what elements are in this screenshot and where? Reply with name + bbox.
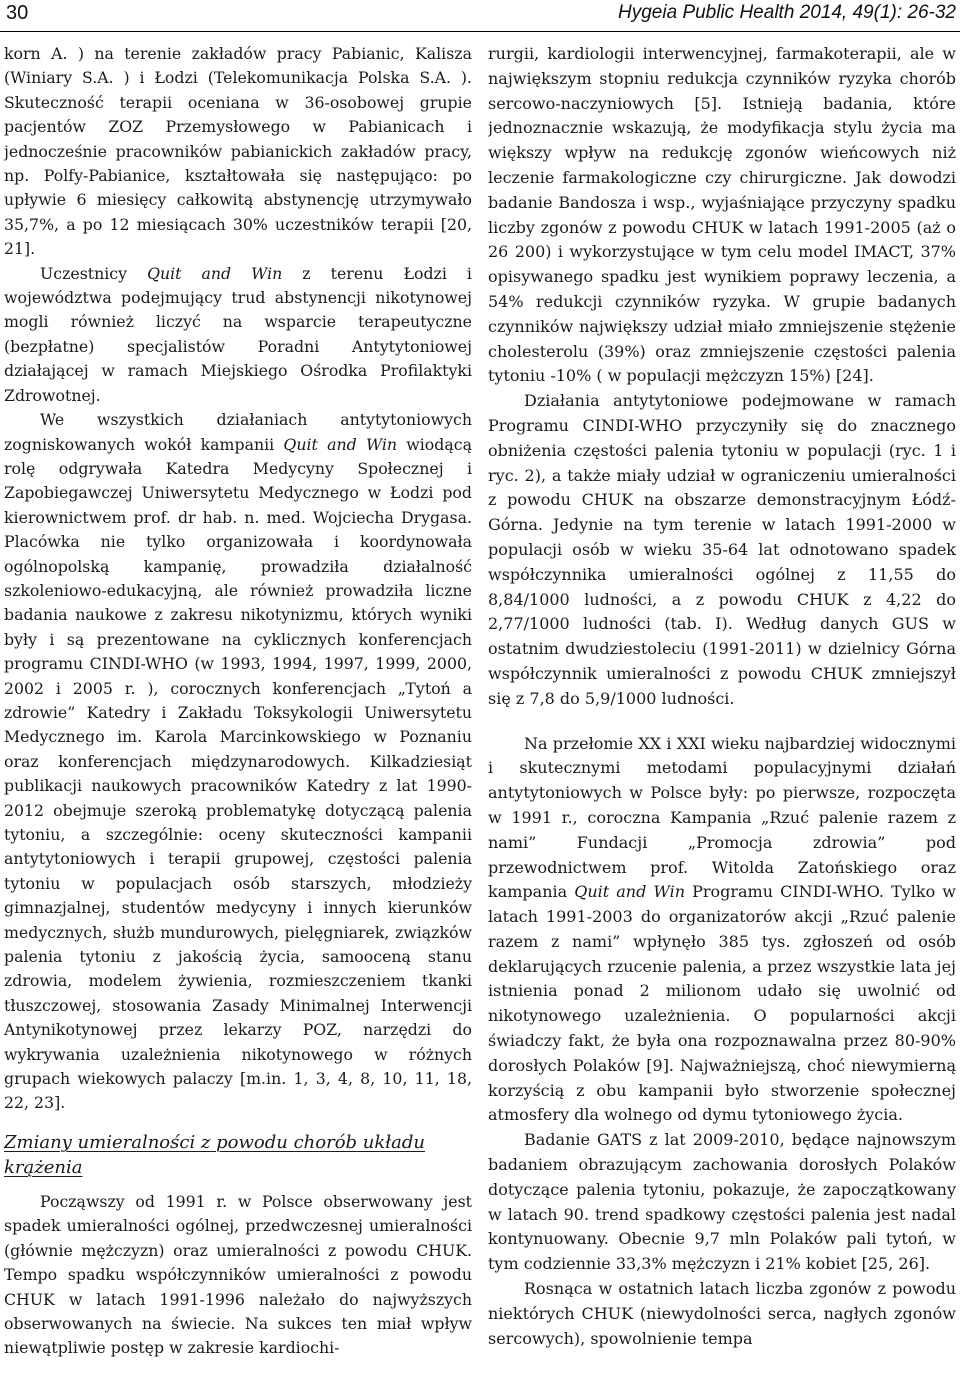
page-number: 30 [6, 2, 29, 24]
paragraph: rurgii, kardiologii interwencyjnej, farmakoterapii, ale w największym stopniu redukcja czynników ryzyka chorób sercowo-naczyniowych [5]. Istnieją badania, które jednoznacznie wskazują, że modyfikacja stylu życia ma większy wpływ na redukcję zgonów wieńcowych niż leczenie farmakologiczne czy chirurgiczne. Jak dowodzi badanie Bandosza i wsp., wyjaśniające przyczyny spadku liczby zgonów z powodu CHUK w latach 1991-2005 (aż o 26 200) i wykorzystujące w tym celu model IMACT, 37% opisywanego spadku jest wynikiem poprawy leczenia, a 54% redukcji czynników ryzyka. W grupie badanych czynników największy udział miało zmniejszenie stężenie cholesterolu (39%) oraz zmniejszenie częstości palenia tytoniu -10% ( w populacji mężczyzn 15%) [24]. [488, 44, 956, 386]
right-column [488, 42, 956, 1393]
page-header [0, 0, 960, 32]
paragraph: Badanie GATS z lat 2009-2010, będące najnowszym badaniem obrazującym zachowania dorosłych Polaków dotyczące palenia tytoniu, pokazuje, że zapoczątkowany w latach 90. trend spadkowy częstości palenia jest nadal kontynuowany. Obecnie 9,7 mln Polaków pali tytoń, w tym codziennie 33,3% mężczyzn i 21% kobiet [25, 26]. [488, 1130, 956, 1274]
section-heading: Zmiany umieralności z powodu chorób układu krążenia [4, 1131, 425, 1178]
left-column [4, 42, 472, 1393]
paragraph: Uczestnicy Quit and Win z terenu Łodzi i województwa podejmujący trud abstynencji nikotynowej mogli również liczyć na wsparcie terapeutyczne (bezpłatne) specjalistów Poradni Antytytoniowej działającej w ramach Miejskiego Ośrodka Profilaktyki Zdrowotnej. [4, 263, 472, 405]
paragraph: Działania antytytoniowe podejmowane w ramach Programu CINDI-WHO przyczyniły się do znacznego obniżenia częstości palenia tytoniu w populacji (ryc. 1 i ryc. 2), a także miały udział w ograniczeniu umieralności z powodu CHUK na obszarze demonstracyjnym Łódź-Górna. Jedynie na tym terenie w latach 1991-2000 w populacji osób w wieku 35-64 lat odnotowano spadek współczynnika umieralności ogólnej z 11,55 do 8,84/1000 ludności, a z powodu CHUK z 4,22 do 2,77/1000 ludności (tab. I). Według danych GUS w ostatnim dwudziestoleciu (1991-2011) w dzielnicy Górna współczynnik umieralności z powodu CHUK zmniejszył się z 7,8 do 5,9/1000 ludności. [488, 391, 956, 708]
paragraph: We wszystkich działaniach antytytoniowych zogniskowanych wokół kampanii Quit and Win wiodącą rolę odgrywała Katedra Medycyny Społecznej i Zapobiegawczej Uniwersytetu Medycznego w Łodzi pod kierownictwem prof. dr hab. n. med. Wojciecha Drygasa. Placówka nie tylko organizowała i koordynowała ogólnopolską kampanię, prowadziła działalność szkoleniowo-edukacyjną, ale również prowadziła liczne badania naukowe z zakresu nikotynizmu, których wyniki były i są prezentowane na cyklicznych konferencjach programu CINDI-WHO (w 1993, 1994, 1997, 1999, 2000, 2002 i 2005 r. ), corocznych konferencjach „Tytoń a zdrowie” Katedry i Zakładu Toksykologii Uniwersytetu Medycznego im. Karola Marcinkowskiego w Poznaniu oraz konferencjach międzynarodowych. Kilkadziesiąt publikacji naukowych pracowników Katedry z lat 1990-2012 obejmuje szeroką problematykę dotyczącą palenia tytoniu, a szczególnie: oceny skuteczności kampanii antytytoniowych i terapii grupowej, częstości palenia tytoniu w populacjach osób starszych, młodzieży gimnazjalnej, studentów medycyny i innych kierunków medycznych, służb mundurowych, pielęgniarek, związków palenia tytoniu z jakością życia, samooceną stanu zdrowia, modelem żywienia, rozmieszczeniem tkanki tłuszczowej, stosowania Zasady Minimalnej Interwencji Antynikotynowej przez lekarzy POZ, narzędzi do wykrywania uzależnienia nikotynowego w różnych grupach wiekowych palaczy [m.in. 1, 3, 4, 8, 10, 11, 18, 22, 23]. [4, 410, 472, 1113]
paragraph: korn A. ) na terenie zakładów pracy Pabianic, Kalisza (Winiary S.A. ) i Łodzi (Telekomunikacja Polska S.A. ). Skuteczność terapii oceniana w 36-osobowej grupie pacjentów ZOZ Przemysłowego w Pabianicach i jednocześnie pracowników pabianickich zakładów pracy, np. Polfy-Pabianice, kształtowała się następująco: po upływie 6 miesięcy całkowitą abstynencję utrzymywało 35,7%, a po 12 miesiącach 30% uczestników terapii [20, 21]. [4, 44, 472, 259]
paragraph: Na przełomie XX i XXI wieku najbardziej widocznymi i skutecznymi metodami populacyjnymi działań antytytoniowych w Polsce były: po pierwsze, rozpoczęta w 1991 r., coroczna Kampania „Rzuć palenie razem z nami” Fundacji „Promocja zdrowia” pod przewodnictwem prof. Witolda Zatońskiego oraz kampania Quit and Win Programu CINDI-WHO. Tylko w latach 1991-2003 do organizatorów akcji „Rzuć palenie razem z nami” wpłynęło 385 tys. zgłoszeń od osób deklarujących rzucenie palenia, a przez wszystkie lata jej istnienia ponad 2 milionom udało się uwolnić od nikotynowego uzależnienia. O popularności akcji świadczy fakt, że była ona rozpoznawalna przez 80-90% dorosłych Polaków [9]. Najważniejszą, choć niewymierną korzyścią z obu kampanii było stworzenie społecznej atmosfery dla wolnego od dymu tytoniowego życia. [488, 733, 956, 1125]
italic-term: Quit and Win [574, 882, 685, 902]
journal-reference: Hygeia Public Health 2014, 49(1): 26-32 [618, 2, 956, 23]
paragraph: Począwszy od 1991 r. w Polsce obserwowany jest spadek umieralności ogólnej, przedwczesnej umieralności (głównie mężczyzn) oraz umieralności z powodu CHUK. Tempo spadku współczynników umieralności z powodu CHUK w latach 1991-1996 należało do najwyższych obserwowanych na świecie. Na sukces ten miał wpływ niewątpliwie postęp w zakresie kardiochi- [4, 1191, 472, 1358]
italic-term: Quit and Win [147, 263, 283, 283]
italic-term: Quit and Win [283, 434, 398, 454]
paragraph: Rosnąca w ostatnich latach liczba zgonów z powodu niektórych CHUK (niewydolności serca, nagłych zgonów sercowych), spowolnienie tempa [488, 1279, 956, 1348]
